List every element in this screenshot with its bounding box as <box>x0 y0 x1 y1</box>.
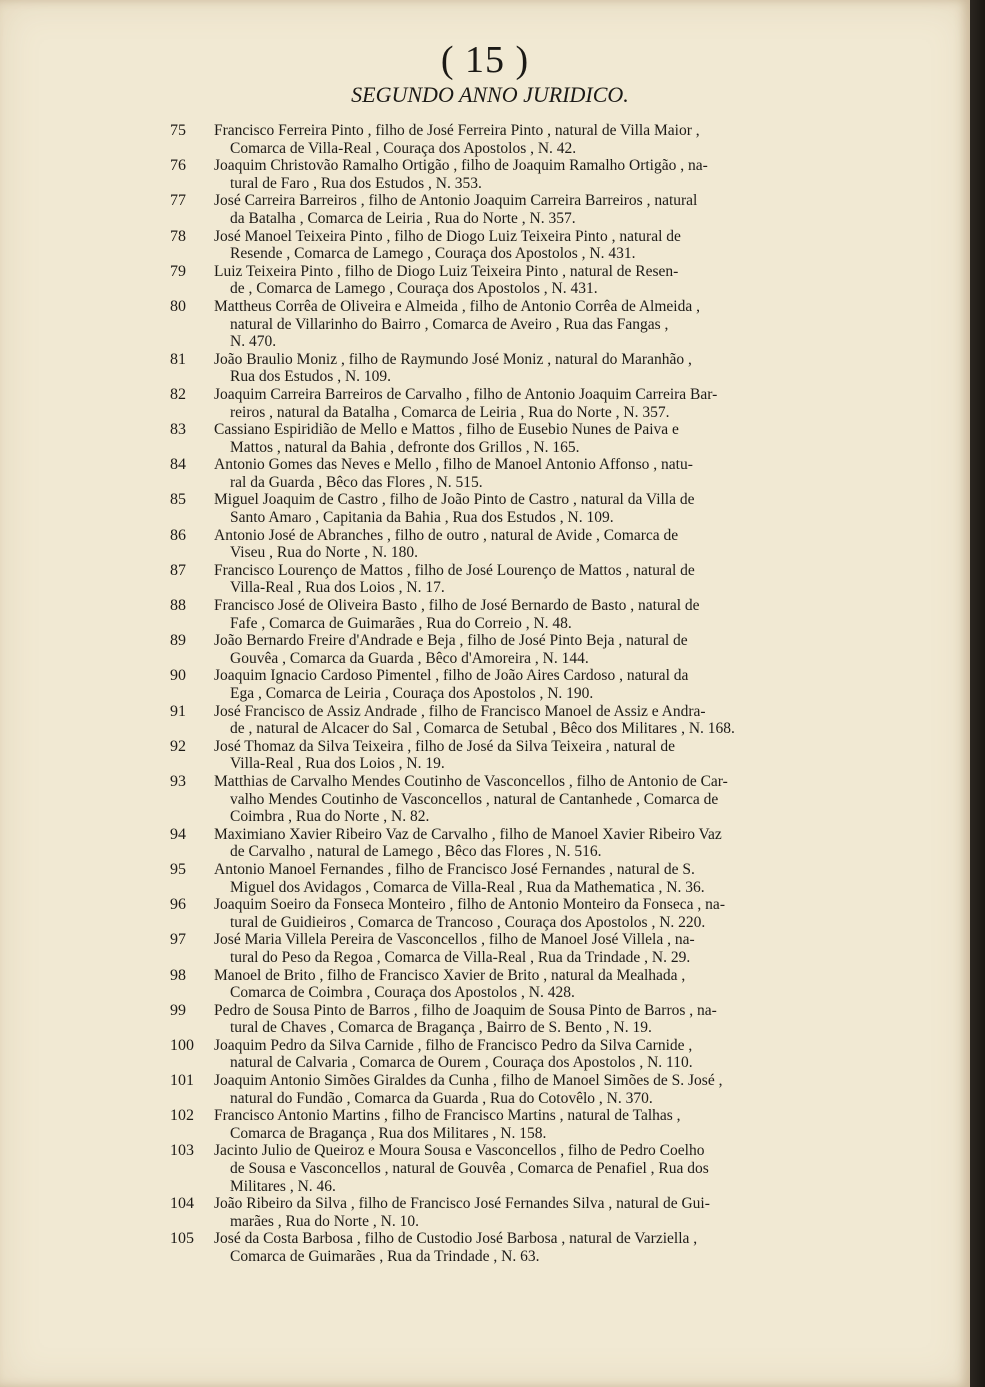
entry-line: Viseu , Rua do Norte , N. 180. <box>230 544 419 562</box>
entry-line: tural de Faro , Rua dos Estudos , N. 353. <box>230 174 482 192</box>
entry-number: 90 <box>170 667 186 685</box>
list-item <box>170 1002 830 1037</box>
list-item <box>170 667 830 702</box>
list-item <box>170 456 830 491</box>
entry-number: 77 <box>170 192 186 210</box>
entry-line: Miguel Joaquim de Castro , filho de João Pinto de Castro , natural da Villa de <box>214 491 695 509</box>
entry-line: Antonio Manoel Fernandes , filho de Francisco José Fernandes , natural de S. <box>214 860 695 878</box>
list-item <box>170 157 830 192</box>
entry-line: Matthias de Carvalho Mendes Coutinho de Vasconcellos , filho de Antonio de Car- <box>214 772 728 790</box>
page-edge <box>970 0 985 1387</box>
entry-line: Francisco José de Oliveira Basto , filho de José Bernardo de Basto , natural de <box>214 597 700 615</box>
list-item <box>170 562 830 597</box>
entry-line: João Ribeiro da Silva , filho de Francisco José Fernandes Silva , natural de Gui- <box>214 1195 710 1213</box>
entry-line: Santo Amaro , Capitania da Bahia , Rua dos Estudos , N. 109. <box>230 509 614 527</box>
entry-line: Comarca de Bragança , Rua dos Militares , N. 158. <box>230 1124 547 1142</box>
list-item <box>170 1107 830 1142</box>
entry-line: Fafe , Comarca de Guimarães , Rua do Correio , N. 48. <box>230 614 572 632</box>
entry-line: de Carvalho , natural de Lamego , Bêco das Flores , N. 516. <box>230 843 602 861</box>
entry-number: 100 <box>170 1036 194 1054</box>
entry-line: tural de Guidieiros , Comarca de Trancoso , Couraça dos Apostolos , N. 220. <box>230 913 706 931</box>
entry-line: Comarca de Coimbra , Couraça dos Apostolos , N. 428. <box>230 984 575 1002</box>
list-item <box>170 1142 830 1195</box>
list-item <box>170 263 830 298</box>
entry-number: 86 <box>170 526 186 544</box>
entry-line: José Francisco de Assiz Andrade , filho de Francisco Manoel de Assiz e Andra- <box>214 702 706 720</box>
entry-line: Villa-Real , Rua dos Loios , N. 17. <box>230 579 445 597</box>
entry-line: Francisco Lourenço de Mattos , filho de José Lourenço de Mattos , natural de <box>214 561 695 579</box>
entry-number: 81 <box>170 350 186 368</box>
entry-number: 94 <box>170 825 186 843</box>
list-item <box>170 1037 830 1072</box>
list-item <box>170 738 830 773</box>
page-title: SEGUNDO ANNO JURIDICO. <box>351 82 629 107</box>
list-item <box>170 632 830 667</box>
list-item <box>170 351 830 386</box>
entry-line: Manoel de Brito , filho de Francisco Xavier de Brito , natural da Mealhada , <box>214 966 686 984</box>
entry-line: Villa-Real , Rua dos Loios , N. 19. <box>230 755 445 773</box>
entry-line: valho Mendes Coutinho de Vasconcellos , natural de Cantanhede , Comarca de <box>230 790 719 808</box>
list-item <box>170 421 830 456</box>
entry-number: 105 <box>170 1230 194 1248</box>
list-item <box>170 192 830 227</box>
entry-line: Joaquim Carreira Barreiros de Carvalho , filho de Antonio Joaquim Carreira Bar- <box>214 385 718 403</box>
entry-line: Antonio José de Abranches , filho de outro , natural de Avide , Comarca de <box>214 526 679 544</box>
entry-number: 76 <box>170 157 186 175</box>
entry-line: José Maria Villela Pereira de Vasconcellos , filho de Manoel José Villela , na- <box>214 931 695 949</box>
entry-number: 101 <box>170 1072 194 1090</box>
entry-line: Francisco Ferreira Pinto , filho de José Ferreira Pinto , natural de Villa Maior , <box>214 122 700 139</box>
entry-line: Maximiano Xavier Ribeiro Vaz de Carvalho , filho de Manoel Xavier Ribeiro Vaz <box>214 825 722 843</box>
entry-line: Antonio Gomes das Neves e Mello , filho de Manoel Antonio Affonso , natu- <box>214 456 693 474</box>
entry-line: de Sousa e Vasconcellos , natural de Gouvêa , Comarca de Penafiel , Rua dos <box>230 1160 709 1178</box>
entry-line: Comarca de Guimarães , Rua da Trindade , N. 63. <box>230 1248 540 1265</box>
entry-line: Comarca de Villa-Real , Couraça dos Apostolos , N. 42. <box>230 139 577 157</box>
entry-number: 98 <box>170 966 186 984</box>
entry-line: natural de Villarinho do Bairro , Comarca de Aveiro , Rua das Fangas , <box>230 315 669 333</box>
entry-line: Pedro de Sousa Pinto de Barros , filho de Joaquim de Sousa Pinto de Barros , na- <box>214 1001 717 1019</box>
list-item <box>170 967 830 1002</box>
entry-line: N. 470. <box>230 333 277 351</box>
student-entries-list <box>170 122 830 1266</box>
list-item <box>170 527 830 562</box>
entry-line: Rua dos Estudos , N. 109. <box>230 368 392 386</box>
list-item <box>170 597 830 632</box>
list-item <box>170 1230 830 1265</box>
entry-number: 85 <box>170 491 186 509</box>
entry-number: 96 <box>170 896 186 914</box>
entry-number: 84 <box>170 456 186 474</box>
entry-line: Resende , Comarca de Lamego , Couraça dos Apostolos , N. 431. <box>230 245 636 263</box>
entry-number: 91 <box>170 702 186 720</box>
entry-line: José da Costa Barbosa , filho de Custodio José Barbosa , natural de Varziella , <box>214 1230 698 1248</box>
entry-number: 82 <box>170 385 186 403</box>
entry-line: ral da Guarda , Bêco das Flores , N. 515. <box>230 473 483 491</box>
list-item <box>170 122 830 157</box>
list-item <box>170 861 830 896</box>
page-number: ( 15 ) <box>440 39 530 81</box>
entry-number: 93 <box>170 772 186 790</box>
entry-line: José Thomaz da Silva Teixeira , filho de José da Silva Teixeira , natural de <box>214 737 675 755</box>
list-item <box>170 826 830 861</box>
entry-line: Joaquim Ignacio Cardoso Pimentel , filho de João Aires Cardoso , natural da <box>214 667 689 685</box>
entry-line: Cassiano Espiridião de Mello e Mattos , filho de Eusebio Nunes de Paiva e <box>214 421 679 439</box>
entry-line: da Batalha , Comarca de Leiria , Rua do Norte , N. 357. <box>230 209 576 227</box>
entry-number: 88 <box>170 597 186 615</box>
entry-number: 102 <box>170 1107 194 1125</box>
entry-line: natural de Calvaria , Comarca de Ourem , Couraça dos Apostolos , N. 110. <box>230 1054 693 1072</box>
entry-number: 99 <box>170 1001 186 1019</box>
list-item <box>170 298 830 351</box>
entry-line: Mattos , natural da Bahia , defronte dos Grillos , N. 165. <box>230 438 580 456</box>
entry-line: Ega , Comarca de Leiria , Couraça dos Apostolos , N. 190. <box>230 685 594 702</box>
entry-number: 78 <box>170 227 186 245</box>
entry-line: Coimbra , Rua do Norte , N. 82. <box>230 808 430 826</box>
entry-number: 87 <box>170 561 186 579</box>
entry-line: Miguel dos Avidagos , Comarca de Villa-Real , Rua da Mathematica , N. 36. <box>230 878 705 896</box>
entry-number: 95 <box>170 860 186 878</box>
entry-line: José Carreira Barreiros , filho de Antonio Joaquim Carreira Barreiros , natural <box>214 192 698 210</box>
list-item <box>170 1072 830 1107</box>
entry-line: de , natural de Alcacer do Sal , Comarca de Setubal , Bêco dos Militares , N. 168. <box>230 720 735 738</box>
list-item <box>170 491 830 526</box>
entry-line: José Manoel Teixeira Pinto , filho de Diogo Luiz Teixeira Pinto , natural de <box>214 227 681 245</box>
entry-number: 79 <box>170 262 186 280</box>
entry-number: 103 <box>170 1142 194 1160</box>
entry-number: 80 <box>170 297 186 315</box>
list-item <box>170 931 830 966</box>
entry-number: 97 <box>170 931 186 949</box>
entry-line: reiros , natural da Batalha , Comarca de Leiria , Rua do Norte , N. 357. <box>230 403 670 421</box>
entry-line: tural do Peso da Regoa , Comarca de Villa-Real , Rua da Trindade , N. 29. <box>230 948 691 966</box>
entry-line: natural do Fundão , Comarca da Guarda , Rua do Cotovêlo , N. 370. <box>230 1089 653 1107</box>
entry-line: marães , Rua do Norte , N. 10. <box>230 1212 419 1230</box>
entry-line: Jacinto Julio de Queiroz e Moura Sousa e Vasconcellos , filho de Pedro Coelho <box>214 1142 705 1160</box>
entry-number: 89 <box>170 632 186 650</box>
list-item <box>170 896 830 931</box>
entry-line: de , Comarca de Lamego , Couraça dos Apostolos , N. 431. <box>230 280 598 298</box>
entry-line: Joaquim Antonio Simões Giraldes da Cunha , filho de Manoel Simões de S. José , <box>214 1072 723 1090</box>
entry-number: 75 <box>170 122 186 139</box>
list-item <box>170 703 830 738</box>
entry-line: Francisco Antonio Martins , filho de Francisco Martins , natural de Talhas , <box>214 1107 681 1125</box>
entry-line: Militares , N. 46. <box>230 1177 336 1195</box>
entry-number: 92 <box>170 737 186 755</box>
list-item <box>170 1195 830 1230</box>
entry-line: Joaquim Soeiro da Fonseca Monteiro , filho de Antonio Monteiro da Fonseca , na- <box>214 896 725 914</box>
entry-line: Luiz Teixeira Pinto , filho de Diogo Luiz Teixeira Pinto , natural de Resen- <box>214 262 679 280</box>
entry-number: 83 <box>170 421 186 439</box>
entry-line: João Bernardo Freire d'Andrade e Beja , filho de José Pinto Beja , natural de <box>214 632 688 650</box>
list-item <box>170 773 830 826</box>
list-item <box>170 228 830 263</box>
entry-number: 104 <box>170 1195 194 1213</box>
entry-line: Mattheus Corrêa de Oliveira e Almeida , filho de Antonio Corrêa de Almeida , <box>214 297 700 315</box>
entry-line: tural de Chaves , Comarca de Bragança , Bairro de S. Bento , N. 19. <box>230 1019 652 1037</box>
entry-line: Joaquim Pedro da Silva Carnide , filho de Francisco Pedro da Silva Carnide , <box>214 1036 693 1054</box>
entry-line: Gouvêa , Comarca da Guarda , Bêco d'Amoreira , N. 144. <box>230 649 589 667</box>
entry-line: Joaquim Christovão Ramalho Ortigão , filho de Joaquim Ramalho Ortigão , na- <box>214 157 708 175</box>
entry-line: João Braulio Moniz , filho de Raymundo José Moniz , natural do Maranhão , <box>214 350 692 368</box>
list-item <box>170 386 830 421</box>
